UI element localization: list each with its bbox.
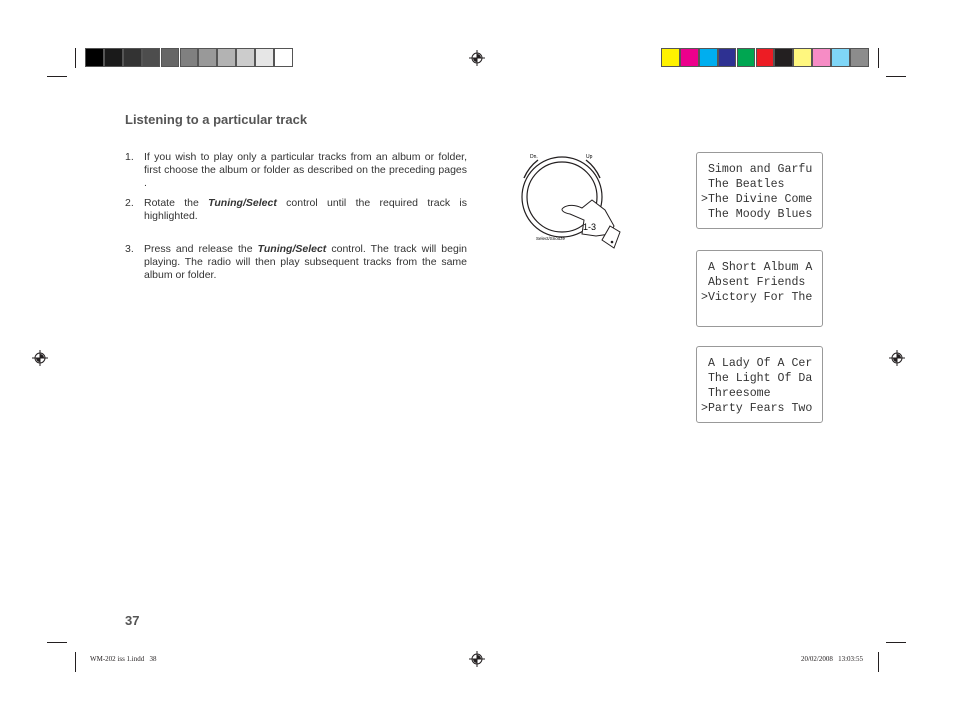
color-swatch (255, 48, 274, 67)
section-heading: Listening to a particular track (125, 112, 308, 127)
dial-up-label: Up (586, 154, 593, 160)
color-swatch (774, 48, 793, 67)
step-1 (125, 151, 467, 190)
color-swatch (737, 48, 756, 67)
dial-down-label: Dn. (530, 154, 538, 160)
step-text: Rotate the Tuning/Select control until the required track is highlighted. (144, 197, 467, 222)
color-swatch (680, 48, 699, 67)
crop-mark (878, 652, 879, 672)
color-swatch (850, 48, 869, 67)
color-swatch (831, 48, 850, 67)
color-swatch (180, 48, 199, 67)
crop-mark (47, 76, 67, 77)
crop-mark (75, 48, 76, 68)
color-swatch (85, 48, 104, 67)
registration-mark-icon (32, 350, 48, 366)
lcd-display-3: A Lady Of A Cer The Light Of Da Threesome >Party Fears Two (696, 346, 823, 423)
step-number: 1. (125, 151, 134, 163)
color-swatch (699, 48, 718, 67)
crop-mark (75, 652, 76, 672)
registration-mark-icon (889, 350, 905, 366)
crop-mark (47, 642, 67, 643)
color-swatch (123, 48, 142, 67)
lcd-display-1: Simon and Garfu The Beatles >The Divine Come The Moody Blues (696, 152, 823, 229)
step-number: 3. (125, 243, 134, 255)
color-swatch (812, 48, 831, 67)
step-number: 2. (125, 197, 134, 209)
footer-filename: WM-202 iss 1.indd 38 (90, 655, 157, 663)
registration-mark-icon (469, 651, 485, 667)
page-number: 37 (125, 613, 140, 628)
step-text: Press and release the Tuning/Select control. The track will begin playing. The radio will then play subsequent tracks from the same album or folder. (144, 243, 467, 281)
footer-datetime: 20/02/2008 13:03:55 (800, 655, 863, 663)
tuning-select-dial-illustration (510, 148, 630, 253)
crop-mark (886, 76, 906, 77)
color-swatch (104, 48, 123, 67)
color-swatch (236, 48, 255, 67)
color-swatch (661, 48, 680, 67)
lcd-display-2: A Short Album A Absent Friends >Victory For The (696, 250, 823, 327)
color-swatch (718, 48, 737, 67)
color-swatch (142, 48, 161, 67)
step-2 (125, 197, 467, 223)
crop-mark (878, 48, 879, 68)
crop-mark (886, 642, 906, 643)
color-swatch (217, 48, 236, 67)
color-swatch (756, 48, 775, 67)
dial-select-label: Select/Snooze (536, 236, 566, 241)
color-swatch (198, 48, 217, 67)
color-swatch (274, 48, 293, 67)
color-swatch (161, 48, 180, 67)
color-swatch (793, 48, 812, 67)
step-reference-label: 1-3 (583, 222, 597, 232)
registration-mark-icon (469, 50, 485, 66)
step-3 (125, 243, 467, 282)
step-text: If you wish to play only a particular tracks from an album or folder, first choose the album or folder as described on the preceding pages . (144, 151, 467, 189)
